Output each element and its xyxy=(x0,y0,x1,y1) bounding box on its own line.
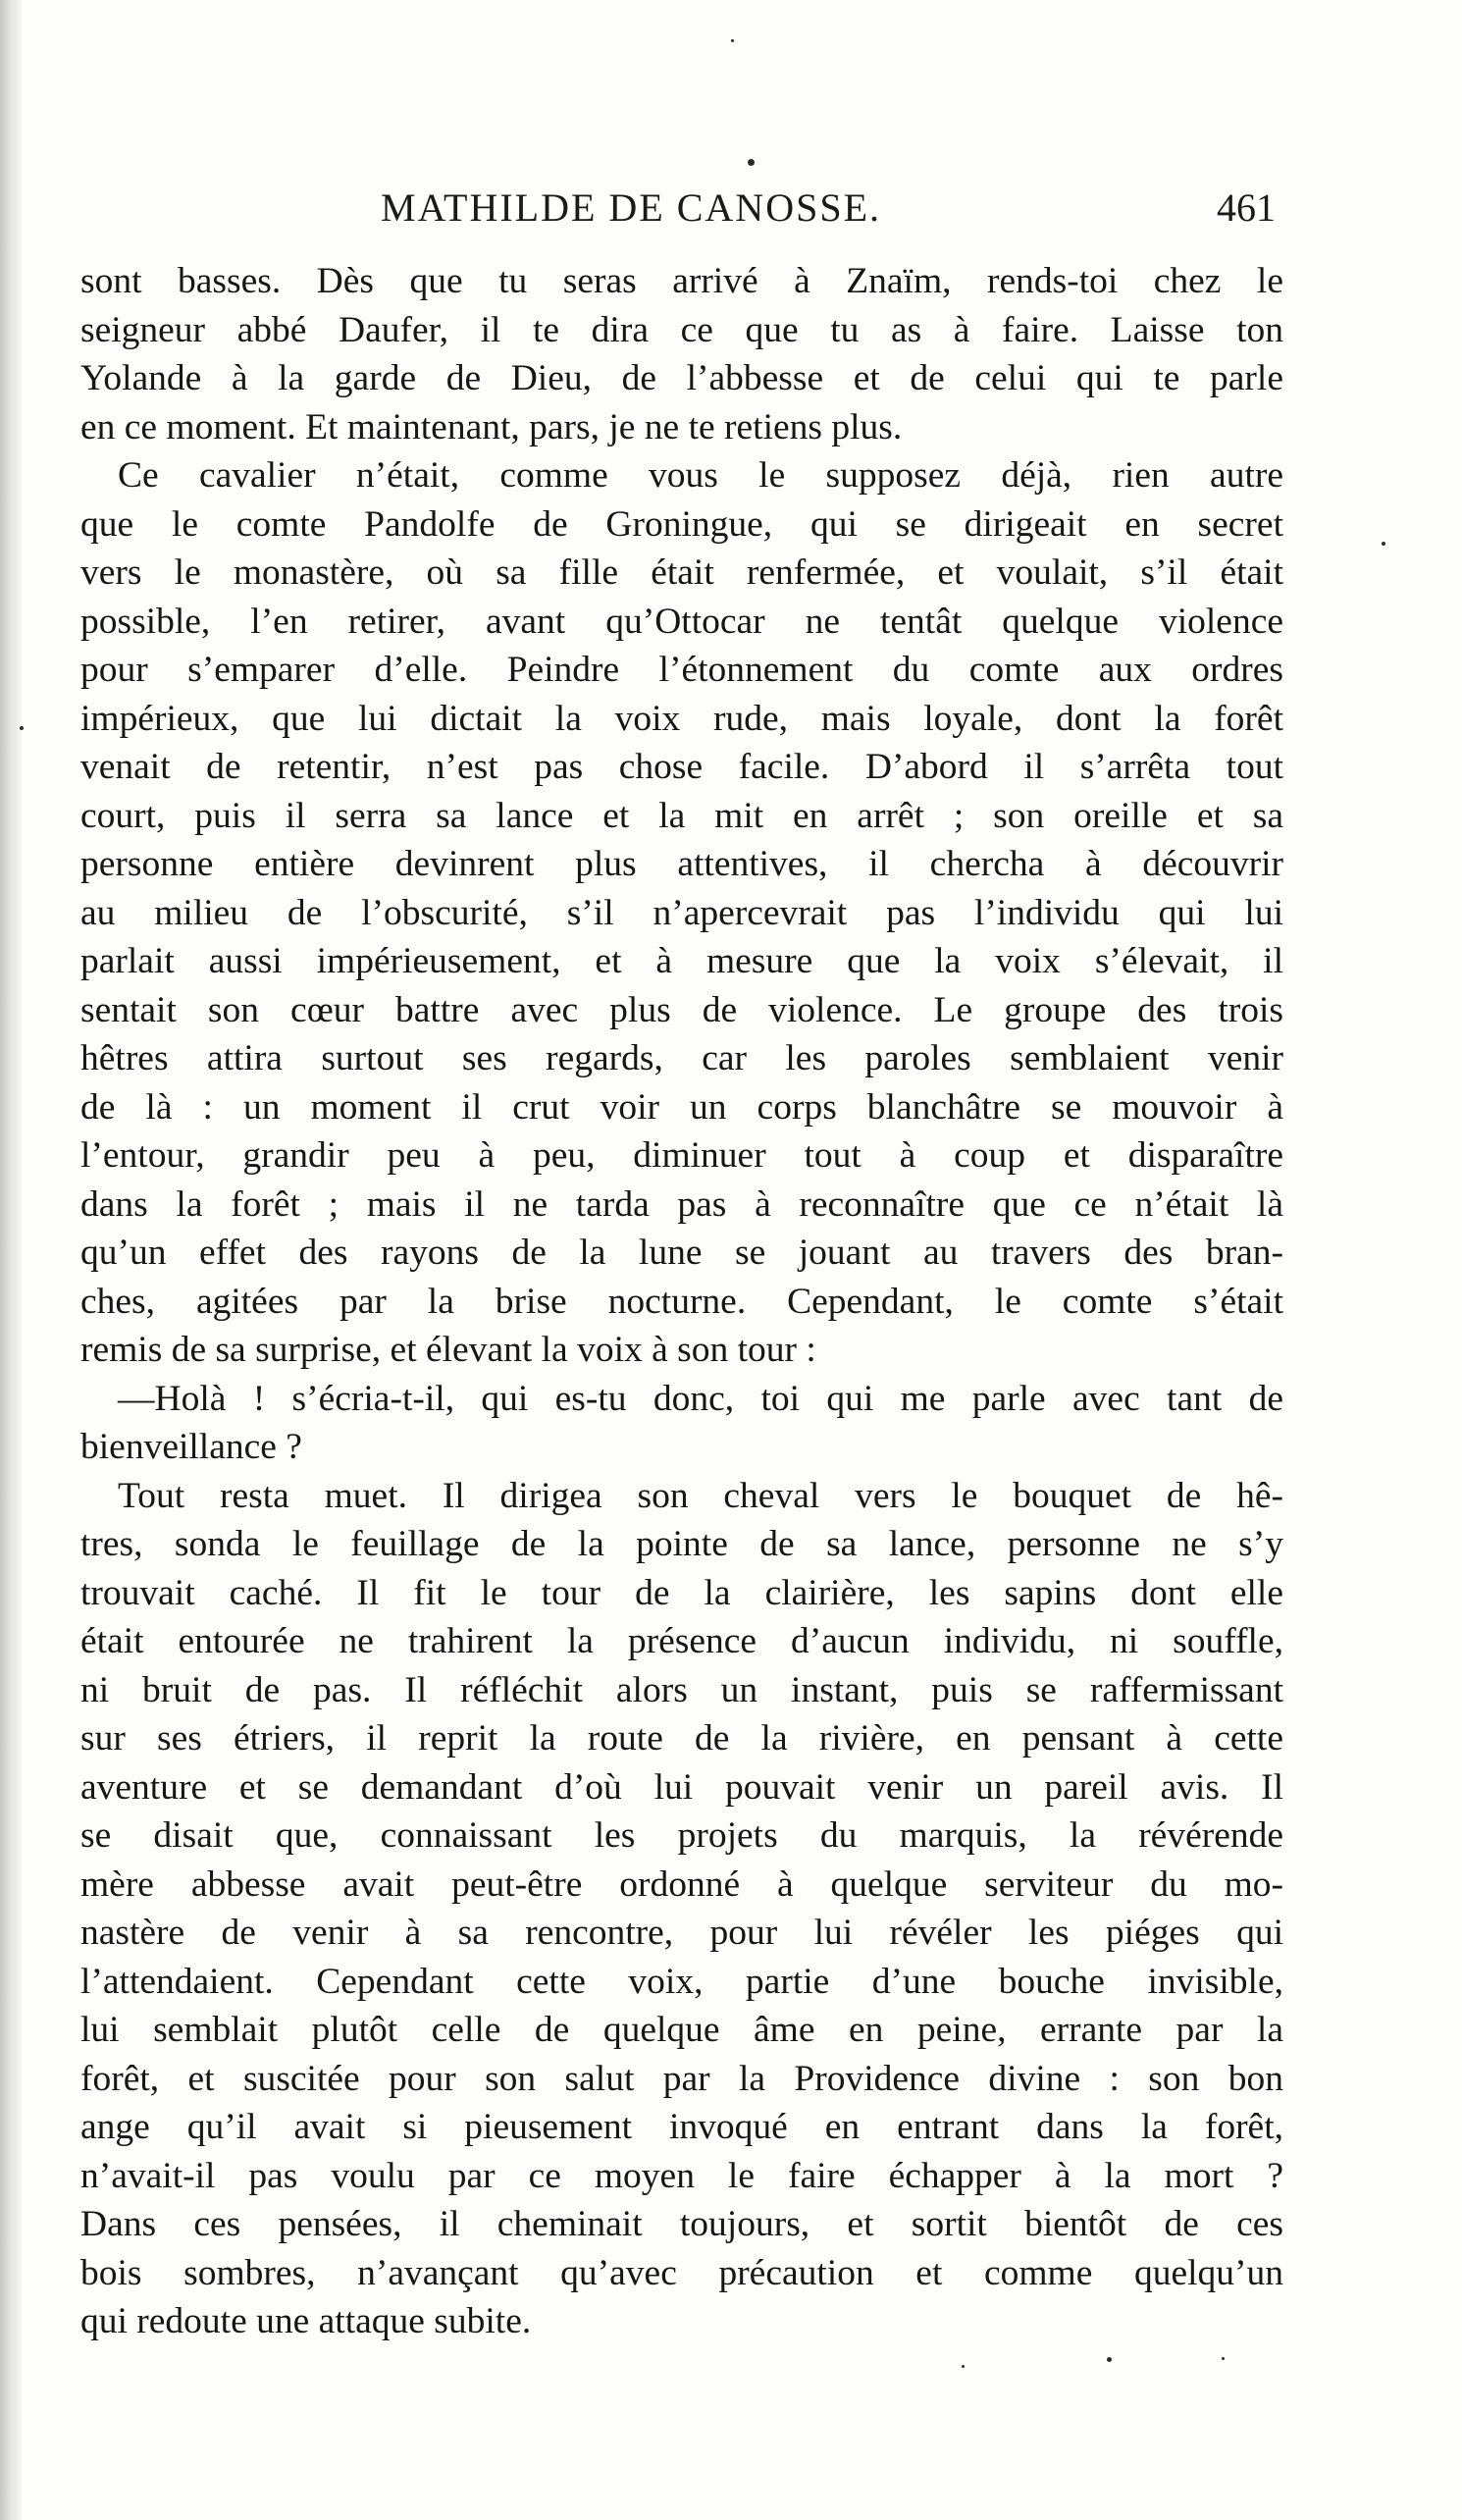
text-line: sur ses étriers, il reprit la route de la rivière, en pensant à cette xyxy=(80,1718,1283,1759)
running-title: MATHILDE DE CANOSSE. xyxy=(381,185,881,230)
text-line: personne entière devinrent plus attentives, il chercha à découvrir xyxy=(80,844,1283,884)
ink-speck xyxy=(1107,2357,1112,2362)
text-line: —Holà ! s’écria-t-il, qui es-tu donc, toi qui me parle avec tant de xyxy=(118,1378,1283,1419)
text-line: remis de sa surprise, et élevant la voix à son tour : xyxy=(80,1330,816,1370)
text-line: forêt, et suscitée pour son salut par la Providence divine : son bon xyxy=(80,2058,1283,2099)
text-line: nastère de venir à sa rencontre, pour lui révéler les piéges qui xyxy=(80,1913,1283,1953)
text-line: mère abbesse avait peut-être ordonné à quelque serviteur du mo- xyxy=(80,1864,1283,1905)
text-line: ni bruit de pas. Il réfléchit alors un instant, puis se raffermissant xyxy=(80,1669,1283,1710)
text-line: se disait que, connaissant les projets du marquis, la révérende xyxy=(80,1815,1283,1856)
text-line: pour s’emparer d’elle. Peindre l’étonnement du comte aux ordres xyxy=(80,650,1283,690)
ink-speck xyxy=(748,159,755,166)
text-line: ange qu’il avait si pieusement invoqué en entrant dans la forêt, xyxy=(80,2107,1283,2147)
page-gutter-shadow xyxy=(0,0,22,2520)
ink-speck xyxy=(20,726,24,730)
text-line: Ce cavalier n’était, comme vous le supposez déjà, rien autre xyxy=(118,455,1283,496)
ink-speck xyxy=(962,2365,965,2368)
ink-speck xyxy=(1382,542,1385,546)
text-line: qu’un effet des rayons de la lune se jouant au travers des bran- xyxy=(80,1233,1283,1273)
text-line: bienveillance ? xyxy=(80,1427,302,1467)
text-line: sentait son cœur battre avec plus de violence. Le groupe des trois xyxy=(80,989,1283,1030)
text-line: ches, agitées par la brise nocturne. Cependant, le comte s’était xyxy=(80,1281,1283,1322)
text-line: vers le monastère, où sa fille était renfermée, et voulait, s’il était xyxy=(80,552,1283,593)
text-line: bois sombres, n’avançant qu’avec précaution et comme quelqu’un xyxy=(80,2252,1283,2293)
text-line: en ce moment. Et maintenant, pars, je ne te retiens plus. xyxy=(80,406,903,447)
text-line: impérieux, que lui dictait la voix rude, mais loyale, dont la forêt xyxy=(80,698,1283,739)
text-line: hêtres attira surtout ses regards, car les paroles semblaient venir xyxy=(80,1038,1283,1078)
text-line: tres, sonda le feuillage de la pointe de sa lance, personne ne s’y xyxy=(80,1524,1283,1564)
page-number: 461 xyxy=(1217,185,1276,230)
text-line: seigneur abbé Daufer, il te dira ce que tu as à faire. Laisse ton xyxy=(80,309,1283,350)
text-line: lui semblait plutôt celle de quelque âme en peine, errante par la xyxy=(80,2010,1283,2050)
text-line: Yolande à la garde de Dieu, de l’abbesse et de celui qui te parle xyxy=(80,358,1283,398)
text-line: trouvait caché. Il fit le tour de la clairière, les sapins dont elle xyxy=(80,1572,1283,1613)
ink-speck xyxy=(1222,2357,1225,2360)
text-line: aventure et se demandant d’où lui pouvait venir un pareil avis. Il xyxy=(80,1766,1283,1808)
running-header xyxy=(78,184,1276,243)
text-line: était entourée ne trahirent la présence d’aucun individu, ni souffle, xyxy=(80,1621,1283,1661)
body-text xyxy=(80,257,1283,2346)
text-line: Tout resta muet. Il dirigea son cheval vers le bouquet de hê- xyxy=(118,1475,1283,1516)
text-line: sont basses. Dès que tu seras arrivé à Znaïm, rends-toi chez le xyxy=(80,261,1283,301)
ink-speck xyxy=(731,39,734,42)
text-line: n’avait-il pas voulu par ce moyen le faire échapper à la mort ? xyxy=(80,2155,1283,2196)
text-line: l’entour, grandir peu à peu, diminuer tout à coup et disparaître xyxy=(80,1135,1283,1176)
text-line: parlait aussi impérieusement, et à mesure que la voix s’élevait, il xyxy=(80,941,1283,981)
text-line: au milieu de l’obscurité, s’il n’apercevrait pas l’individu qui lui xyxy=(80,892,1283,933)
text-line: court, puis il serra sa lance et la mit en arrêt ; son oreille et sa xyxy=(80,795,1283,836)
text-line: de là : un moment il crut voir un corps blanchâtre se mouvoir à xyxy=(80,1086,1283,1128)
text-line: que le comte Pandolfe de Groningue, qui se dirigeait en secret xyxy=(80,503,1283,545)
text-line: venait de retentir, n’est pas chose facile. D’abord il s’arrêta tout xyxy=(80,747,1283,787)
text-line: qui redoute une attaque subite. xyxy=(80,2301,532,2341)
text-line: dans la forêt ; mais il ne tarda pas à reconnaître que ce n’était là xyxy=(80,1183,1283,1225)
text-line: possible, l’en retirer, avant qu’Ottocar ne tentât quelque violence xyxy=(80,601,1283,642)
text-line: Dans ces pensées, il cheminait toujours, et sortit bientôt de ces xyxy=(80,2204,1283,2244)
text-line: l’attendaient. Cependant cette voix, partie d’une bouche invisible, xyxy=(80,1961,1283,2002)
